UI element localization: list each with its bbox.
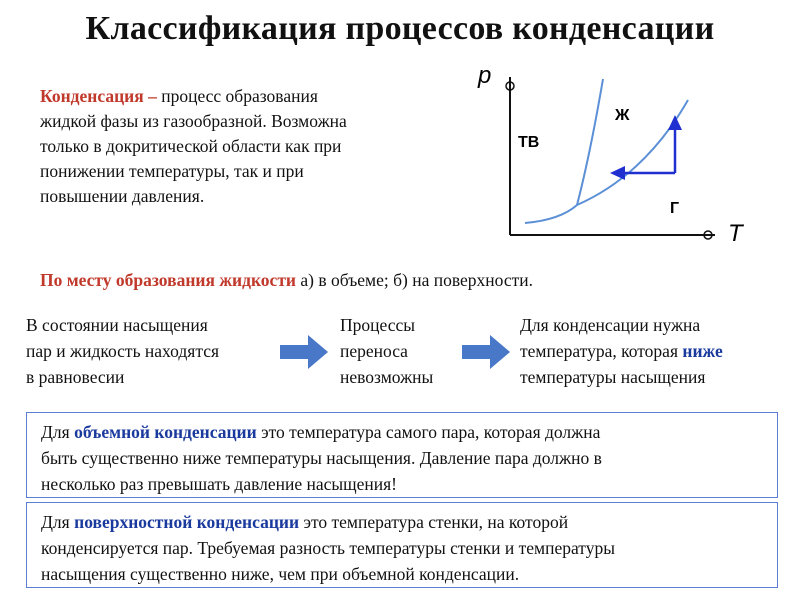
flow-step-3-line-3: температуры насыщения (520, 367, 706, 387)
volume-term: объемной конденсации (74, 422, 257, 442)
saturation-curve (577, 100, 688, 205)
volume-line-1-rest: это температура самого пара, которая должна (256, 422, 601, 442)
flow-step-1-line-1: В состоянии насыщения (26, 315, 208, 335)
classification-heading: По месту образования жидкости (40, 270, 297, 290)
page-title: Классификация процессов конденсации (85, 10, 715, 47)
definition-line-3: только в докритической области как при (40, 136, 342, 156)
flow-step-3-line-1: Для конденсации нужна (520, 315, 701, 335)
definition-line-4: понижении температуры, так и при (40, 161, 304, 181)
y-axis-label: p (478, 62, 492, 89)
flow-step-2-line-2: переноса (340, 341, 408, 361)
x-axis-label: T (728, 220, 743, 247)
surface-line-1 (41, 509, 767, 535)
sublimation-curve (525, 205, 577, 223)
definition-text: процесс образования (156, 86, 318, 106)
flow-step-2-line-3: невозможны (340, 367, 434, 387)
volume-line-1 (41, 419, 767, 445)
surface-term: поверхностной конденсации (74, 512, 300, 532)
flow-step-1-line-2: пар и жидкость находятся (26, 341, 220, 361)
volume-condensation-box (26, 412, 778, 498)
volume-line-2: быть существенно ниже температуры насыщения. Давление пара должно в (41, 448, 602, 468)
classification-line (40, 268, 760, 293)
flow-step-2-line-1: Процессы (340, 315, 415, 335)
flow-step-3-line-2-text: температура, которая (520, 341, 683, 361)
surface-line-2: конденсируется пар. Требуемая разность температуры стенки и температуры (41, 538, 615, 558)
surface-prefix: Для (41, 512, 75, 532)
flow-step-transfer (340, 312, 460, 390)
volume-line-3: несколько раз превышать давление насыщения! (41, 474, 398, 494)
definition-term: Конденсация – (40, 86, 157, 106)
flow-arrow-1-shape (280, 335, 328, 369)
definition-line-5: повышении давления. (40, 186, 205, 206)
melting-curve (577, 79, 603, 205)
surface-line-3: насыщения существенно ниже, чем при объемной конденсации. (41, 564, 520, 584)
definition-line-1 (40, 84, 420, 109)
cooling-arrow-head (610, 166, 625, 180)
flow-step-3-emphasis: ниже (682, 341, 723, 361)
liquid-region-label: Ж (615, 107, 630, 124)
surface-condensation-box (26, 502, 778, 588)
flow-step-requirement (520, 312, 790, 390)
flow-arrow-1 (280, 335, 330, 369)
pressure-arrow-head (668, 115, 682, 130)
flow-step-1-line-3: в равновесии (26, 367, 125, 387)
classification-rest: а) в объеме; б) на поверхности. (296, 270, 533, 290)
flow-arrow-2 (462, 335, 512, 369)
definition-line-2: жидкой фазы из газообразной. Возможна (40, 111, 347, 131)
phase-diagram (470, 55, 770, 255)
flow-step-saturation (26, 312, 276, 390)
definition-paragraph (40, 84, 420, 209)
solid-region-label: ТВ (518, 134, 540, 151)
gas-region-label: Г (670, 200, 680, 217)
flow-arrow-2-shape (462, 335, 510, 369)
flow-step-3-line-2 (520, 338, 790, 364)
surface-line-1-rest: это температура стенки, на которой (299, 512, 569, 532)
volume-prefix: Для (41, 422, 75, 442)
